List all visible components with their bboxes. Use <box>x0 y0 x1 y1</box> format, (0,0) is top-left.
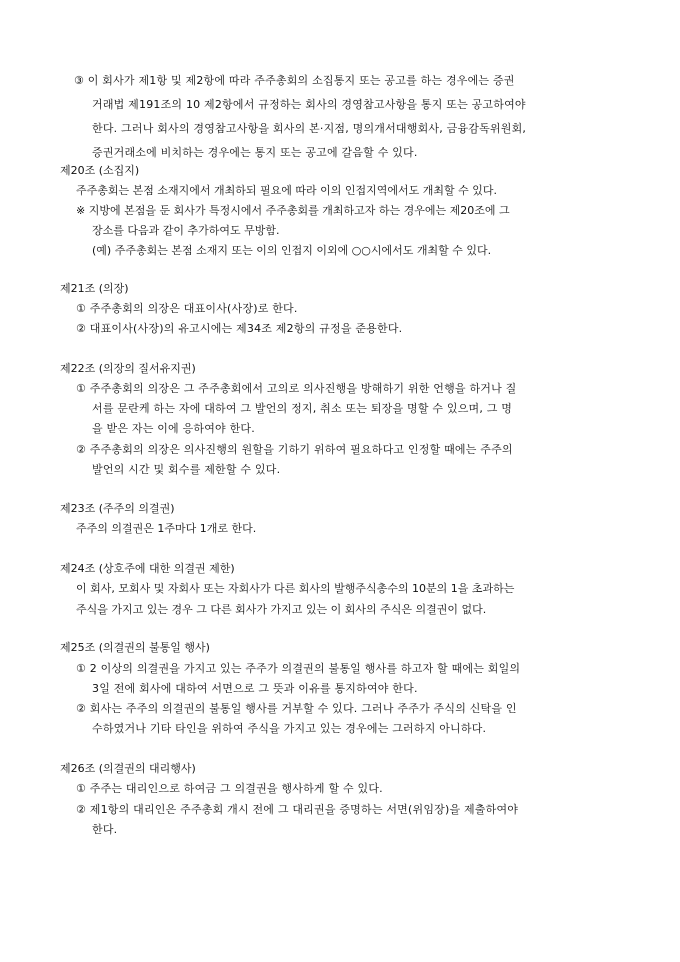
clause-26-item-2-line-2: 한다. <box>92 823 118 836</box>
clause-23-heading: 제23조 (주주의 의결권) <box>60 502 175 515</box>
clause-21-item-2: ② 대표이사(사장)의 유고시에는 제34조 제2항의 규정을 준용한다. <box>76 322 403 335</box>
clause-22-item-1-line-2: 서를 문란케 하는 자에 대하여 그 발언의 정지, 취소 또는 퇴장을 명할 수 있으며, 그 명 <box>92 402 513 415</box>
clause-25-item-1-line-1: ① 2 이상의 의결권을 가지고 있는 주주가 의결권의 불통일 행사를 하고자 할 때에는 회일의 <box>76 662 521 675</box>
clause-22-heading: 제22조 (의장의 질서유지권) <box>60 362 196 375</box>
clause-25-item-2-line-1: ② 회사는 주주의 의결권의 불통일 행사를 거부할 수 있다. 그러나 주주가 주식의 신탁을 인 <box>76 702 517 715</box>
clause-23-body: 주주의 의결권은 1주마다 1개로 한다. <box>76 522 257 535</box>
clause-24-heading: 제24조 (상호주에 대한 의결권 제한) <box>60 562 235 575</box>
clause-19-item-3-line-2: 거래법 제191조의 10 제2항에서 규정하는 회사의 경영참고사항을 통지 또는 공고하여야 <box>92 98 526 111</box>
clause-20-heading: 제20조 (소집지) <box>60 164 140 177</box>
clause-24-body-line-1: 이 회사, 모회사 및 자회사 또는 자회사가 다른 회사의 발행주식총수의 10분의 1을 초과하는 <box>76 582 515 595</box>
clause-22-item-2-line-1: ② 주주총회의 의장은 의사진행의 원할을 기하기 위하여 필요하다고 인정할 때에는 주주의 <box>76 443 513 456</box>
clause-21-heading: 제21조 (의장) <box>60 282 129 295</box>
clause-26-item-1: ① 주주는 대리인으로 하여금 그 의결권을 행사하게 할 수 있다. <box>76 782 383 795</box>
clause-19-item-3-line-1: ③ 이 회사가 제1항 및 제2항에 따라 주주총회의 소집통지 또는 공고를 하는 경우에는 증권 <box>74 74 515 87</box>
clause-20-example: (예) 주주총회는 본점 소재지 또는 이의 인접지 이외에 ○○시에서도 개최할 수 있다. <box>92 244 492 257</box>
clause-24-body-line-2: 주식을 가지고 있는 경우 그 다른 회사가 가지고 있는 이 회사의 주식은 의결권이 없다. <box>76 603 487 616</box>
clause-19-item-3-line-3: 한다. 그러나 회사의 경영참고사항을 회사의 본·지점, 명의개서대행회사, 금융감독위원회, <box>92 122 527 135</box>
clause-19-item-3-line-4: 증권거래소에 비치하는 경우에는 통지 또는 공고에 갈음할 수 있다. <box>92 146 418 159</box>
clause-26-heading: 제26조 (의결권의 대리행사) <box>60 762 196 775</box>
clause-25-item-2-line-2: 수하였거나 기타 타인을 위하여 주식을 가지고 있는 경우에는 그러하지 아니하다. <box>92 722 487 735</box>
clause-22-item-1-line-1: ① 주주총회의 의장은 그 주주총회에서 고의로 의사진행을 방해하기 위한 언행을 하거나 질 <box>76 382 517 395</box>
clause-20-note-line-2: 장소를 다음과 같이 추가하여도 무방함. <box>92 224 280 237</box>
clause-25-heading: 제25조 (의결권의 불통일 행사) <box>60 641 210 654</box>
clause-21-item-1: ① 주주총회의 의장은 대표이사(사장)로 한다. <box>76 302 298 315</box>
clause-20-body: 주주총회는 본점 소재지에서 개최하되 필요에 따라 이의 인접지역에서도 개최할 수 있다. <box>76 184 497 197</box>
clause-22-item-2-line-2: 발언의 시간 및 회수를 제한할 수 있다. <box>92 463 281 476</box>
clause-26-item-2-line-1: ② 제1항의 대리인은 주주총회 개시 전에 그 대리권을 증명하는 서면(위임장)을 제출하여야 <box>76 803 519 816</box>
clause-25-item-1-line-2: 3일 전에 회사에 대하여 서면으로 그 뜻과 이유를 통지하여야 한다. <box>92 682 418 695</box>
clause-20-note-line-1: ※ 지방에 본점을 둔 회사가 특정시에서 주주총회를 개최하고자 하는 경우에는 제20조에 그 <box>76 204 510 217</box>
clause-22-item-1-line-3: 을 받은 자는 이에 응하여야 한다. <box>92 422 255 435</box>
